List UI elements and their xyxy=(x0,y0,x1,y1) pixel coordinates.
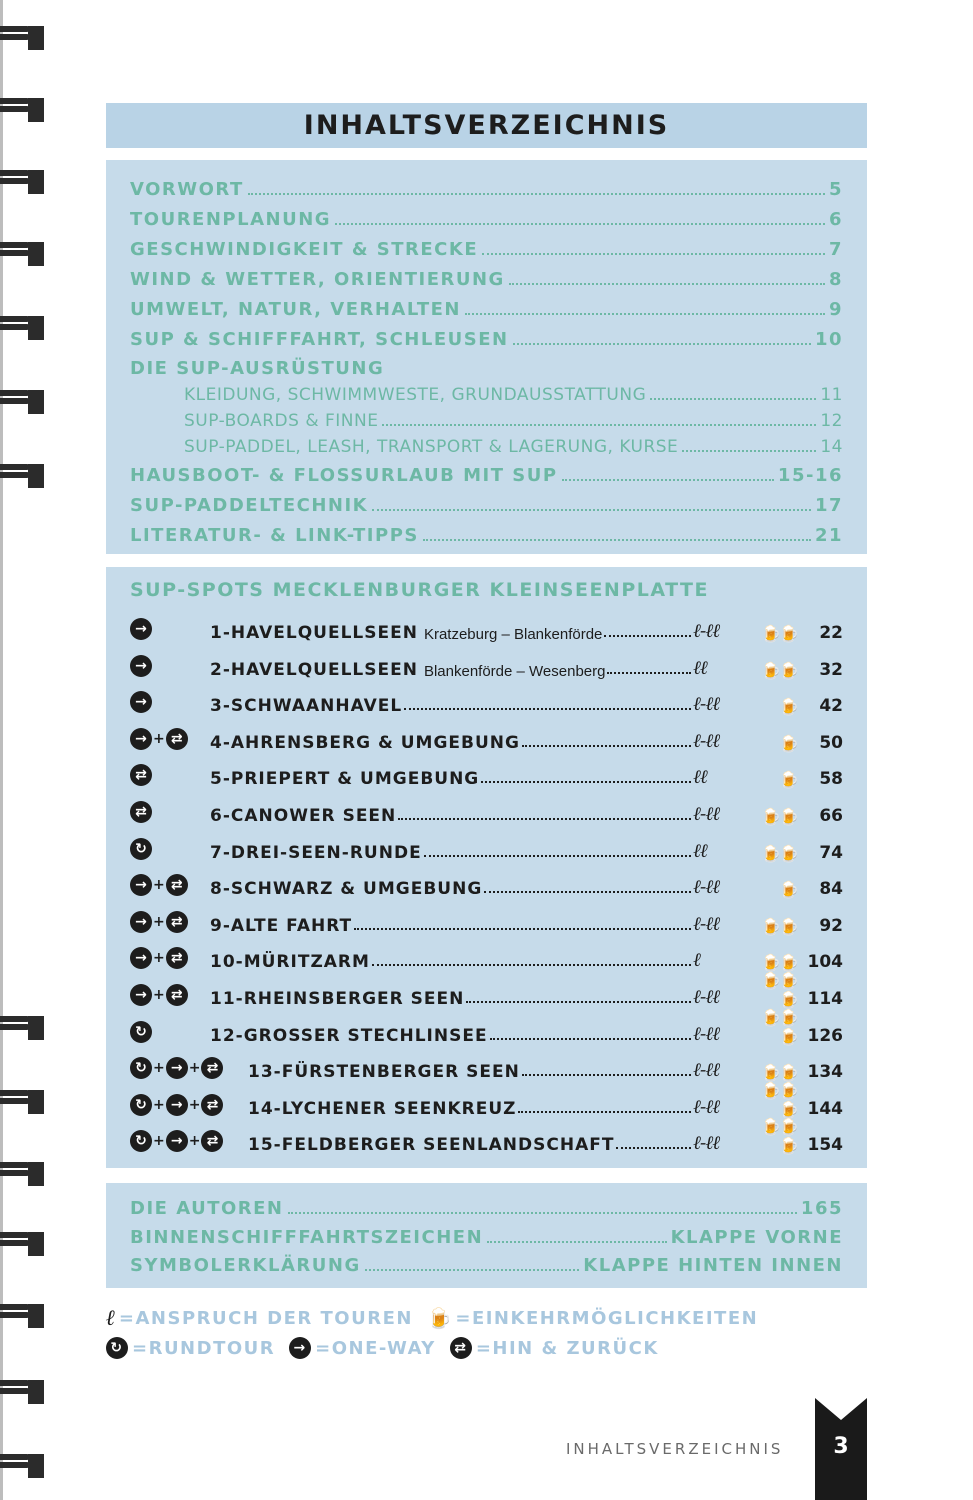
toc-entry-page: 10 xyxy=(814,329,843,350)
beer-icon: 🍺🍺 xyxy=(761,1063,797,1083)
toc-entry-page: 15-16 xyxy=(777,465,843,486)
toc-entry-label: GESCHWINDIGKEIT & STRECKE xyxy=(130,239,479,260)
binding-ring xyxy=(0,240,46,270)
legend-difficulty: ℓ =ANSPRUCH DER TOUREN xyxy=(106,1305,413,1331)
spots-section xyxy=(106,567,867,1168)
leader-dots xyxy=(522,1074,691,1076)
binding-ring xyxy=(0,462,46,492)
tour-page: 32 xyxy=(819,659,843,680)
plus-sign: + xyxy=(188,1096,201,1113)
binding-ring xyxy=(0,1088,46,1118)
one-way-icon: → xyxy=(130,691,152,713)
page-number: 3 xyxy=(833,1434,849,1459)
tour-name: 8-SCHWARZ & UMGEBUNG xyxy=(210,879,483,900)
tour-type-icons xyxy=(130,652,210,680)
leader-dots xyxy=(423,539,811,541)
leader-dots xyxy=(682,450,816,452)
binding-ring xyxy=(0,1014,46,1044)
leader-dots xyxy=(354,928,691,930)
beer-icon: 🍺🍺 xyxy=(761,843,797,863)
tour-name: 4-AHRENSBERG & UMGEBUNG xyxy=(210,732,520,753)
tour-page: 58 xyxy=(819,769,843,790)
tour-page: 144 xyxy=(807,1098,843,1119)
round-tour-icon: ↻ xyxy=(130,1021,152,1043)
toc-entry-label: UMWELT, NATUR, VERHALTEN xyxy=(130,299,461,320)
tour-name: 9-ALTE FAHRT xyxy=(210,915,353,936)
beer-icon: 🍺🍺🍺 xyxy=(761,1080,797,1119)
plus-sign: + xyxy=(188,1133,201,1150)
binding-ring xyxy=(0,1230,46,1260)
difficulty-icon: ℓ-ℓℓ xyxy=(693,1022,720,1045)
tour-type-icons xyxy=(130,615,210,643)
return-icon: ⇄ xyxy=(201,1130,223,1152)
round-tour-icon: ↻ xyxy=(130,1057,152,1079)
tour-type-icons xyxy=(130,835,210,863)
legend-row-1 xyxy=(106,1305,867,1331)
return-icon: ⇄ xyxy=(166,874,188,896)
spots-heading: SUP-SPOTS MECKLENBURGER KLEINSEENPLATTE xyxy=(130,579,709,601)
return-icon: ⇄ xyxy=(166,911,188,933)
tour-type-icons xyxy=(130,908,210,936)
one-way-icon: → xyxy=(130,874,152,896)
tour-page: 84 xyxy=(819,879,843,900)
plus-sign: + xyxy=(153,730,165,747)
tour-route: Kratzeburg – Blankenförde xyxy=(423,626,603,643)
tour-type-icons xyxy=(130,761,210,789)
tour-page: 104 xyxy=(807,952,843,973)
tour-page: 74 xyxy=(819,842,843,863)
toc-entry-page: KLAPPE HINTEN INNEN xyxy=(583,1255,843,1276)
tour-page: 114 xyxy=(807,989,843,1009)
difficulty-icon: ℓ-ℓℓ xyxy=(693,876,720,899)
tour-name: 7-DREI-SEEN-RUNDE xyxy=(210,842,422,863)
round-tour-icon: ↻ xyxy=(130,1130,152,1152)
tour-entry[interactable] xyxy=(130,971,843,1009)
leader-dots xyxy=(562,479,774,481)
toc-entry-page: KLAPPE VORNE xyxy=(670,1226,843,1248)
return-icon: ⇄ xyxy=(201,1057,223,1079)
leader-dots xyxy=(424,855,691,857)
plus-sign: + xyxy=(153,1133,165,1150)
legend-return: ⇄ =HIN & ZURÜCK xyxy=(450,1337,659,1359)
tour-entry[interactable] xyxy=(130,798,843,826)
return-icon: ⇄ xyxy=(166,984,188,1006)
intro-section xyxy=(106,160,867,554)
difficulty-icon: ℓ xyxy=(106,1305,117,1331)
tour-name: 11-RHEINSBERGER SEEN xyxy=(210,989,465,1009)
one-way-icon: → xyxy=(130,984,152,1006)
toc-entry-label: BINNENSCHIFFFAHRTSZEICHEN xyxy=(130,1226,484,1248)
tour-type-icons xyxy=(130,725,210,753)
beer-icon: 🍺🍺 xyxy=(761,953,797,973)
leader-dots xyxy=(465,313,825,315)
tour-entry[interactable] xyxy=(130,908,843,936)
toc-entry[interactable] xyxy=(130,234,843,260)
toc-entry-label: HAUSBOOT- & FLOSSURLAUB MIT SUP xyxy=(130,465,558,486)
difficulty-icon: ℓℓ xyxy=(693,766,707,789)
leader-dots xyxy=(616,1147,691,1149)
beer-icon: 🍺🍺🍺 xyxy=(761,1007,797,1046)
round-tour-icon: ↻ xyxy=(130,838,152,860)
difficulty-icon: ℓ xyxy=(693,949,700,972)
toc-entry-label: SYMBOLERKLÄRUNG xyxy=(130,1255,361,1276)
return-icon: ⇄ xyxy=(166,947,188,969)
legend-row-2 xyxy=(106,1337,867,1359)
binding-ring xyxy=(0,1378,46,1408)
beer-icon: 🍺🍺 xyxy=(761,916,797,936)
plus-sign: + xyxy=(153,1060,165,1077)
tour-name: 10-MÜRITZARM xyxy=(210,952,370,973)
toc-entry[interactable] xyxy=(130,1222,843,1248)
one-way-icon: → xyxy=(130,911,152,933)
plus-sign: + xyxy=(153,1096,165,1113)
binding-ring xyxy=(0,1302,46,1332)
toc-entry-label: KLEIDUNG, SCHWIMMWESTE, GRUNDAUSSTATTUNG xyxy=(184,385,647,405)
toc-entry-label: DIE AUTOREN xyxy=(130,1198,284,1219)
tour-name: 1-HAVELQUELLSEEN xyxy=(210,623,418,643)
plus-sign: + xyxy=(153,913,165,930)
leader-dots xyxy=(522,745,691,747)
tour-type-icons xyxy=(130,944,210,972)
return-icon: ⇄ xyxy=(166,728,188,750)
difficulty-icon: ℓ-ℓℓ xyxy=(693,729,720,752)
toc-entry[interactable] xyxy=(130,264,843,290)
plus-sign: + xyxy=(153,950,165,967)
tour-type-icons xyxy=(130,688,210,716)
binding-ring xyxy=(0,96,46,126)
toc-entry-label: LITERATUR- & LINK-TIPPS xyxy=(130,525,419,546)
difficulty-icon: ℓℓ xyxy=(693,656,707,679)
toc-entry[interactable] xyxy=(130,520,843,546)
toc-entry-label: SUP-BOARDS & FINNE xyxy=(184,411,379,431)
tour-entry[interactable] xyxy=(130,944,843,972)
toc-entry[interactable] xyxy=(130,324,843,350)
toc-entry-page: 14 xyxy=(820,437,843,457)
one-way-icon: → xyxy=(289,1337,311,1359)
appendix-section xyxy=(106,1183,867,1288)
one-way-icon: → xyxy=(130,618,152,640)
beer-icon: 🍺 xyxy=(426,1306,454,1330)
footer-section-label: INHALTSVERZEICHNIS xyxy=(566,1440,784,1458)
leader-dots xyxy=(513,343,811,345)
difficulty-icon: ℓ-ℓℓ xyxy=(693,1059,720,1082)
leader-dots xyxy=(398,818,691,820)
tour-type-icons xyxy=(130,798,210,826)
leader-dots xyxy=(248,193,825,195)
toc-entry-page: 5 xyxy=(828,179,843,200)
toc-entry[interactable] xyxy=(130,204,843,230)
leader-dots xyxy=(607,672,691,674)
toc-entry-page: 12 xyxy=(820,411,843,431)
toc-entry[interactable] xyxy=(130,353,843,379)
leader-dots xyxy=(487,1241,666,1243)
return-icon: ⇄ xyxy=(130,801,152,823)
tour-entry[interactable] xyxy=(130,761,843,789)
difficulty-icon: ℓ-ℓℓ xyxy=(693,986,720,1008)
plus-sign: + xyxy=(153,877,165,894)
beer-icon: 🍺🍺🍺 xyxy=(761,971,797,1009)
difficulty-icon: ℓℓ xyxy=(693,839,707,862)
leader-dots xyxy=(518,1111,691,1113)
leader-dots xyxy=(484,891,691,893)
tour-route: Blankenförde – Wesenberg xyxy=(423,662,606,680)
tour-name: 5-PRIEPERT & UMGEBUNG xyxy=(210,769,480,790)
tour-entry[interactable] xyxy=(130,688,843,716)
toc-entry-page: 7 xyxy=(828,239,843,260)
tour-page: 126 xyxy=(807,1025,843,1046)
toc-entry-page: 9 xyxy=(828,299,843,320)
plus-sign: + xyxy=(188,1060,201,1077)
toc-entry[interactable] xyxy=(130,490,843,516)
binding-ring xyxy=(0,1452,46,1482)
leader-dots xyxy=(490,1038,691,1040)
beer-icon: 🍺 xyxy=(779,697,797,717)
one-way-icon: → xyxy=(166,1094,188,1116)
leader-dots xyxy=(372,509,811,511)
toc-entry-label: VORWORT xyxy=(130,179,244,200)
leader-dots xyxy=(372,964,691,966)
page-edge xyxy=(0,0,3,1500)
toc-entry[interactable] xyxy=(184,405,843,431)
difficulty-icon: ℓ-ℓℓ xyxy=(693,803,720,825)
tour-type-icons xyxy=(130,981,210,1009)
toc-entry-page: 6 xyxy=(828,209,843,230)
return-icon: ⇄ xyxy=(130,764,152,786)
beer-icon: 🍺🍺 xyxy=(761,624,797,643)
toc-entry[interactable] xyxy=(130,460,843,486)
toc-entry-label: SUP-PADDEL, LEASH, TRANSPORT & LAGERUNG, KURSE xyxy=(184,437,679,457)
round-tour-icon: ↻ xyxy=(130,1094,152,1116)
tour-page: 42 xyxy=(819,696,843,717)
tour-name: 6-CANOWER SEEN xyxy=(210,806,397,826)
legend-round: ↻ =RUNDTOUR xyxy=(106,1337,275,1359)
binding-ring xyxy=(0,168,46,198)
legend-oneway: → =ONE-WAY xyxy=(289,1337,436,1359)
leader-dots xyxy=(650,398,816,400)
tour-name: 14-LYCHENER SEENKREUZ xyxy=(248,1098,517,1119)
toc-entry[interactable] xyxy=(130,174,843,200)
leader-dots xyxy=(481,781,691,783)
binding-ring xyxy=(0,1160,46,1190)
binding-ring xyxy=(0,314,46,344)
one-way-icon: → xyxy=(130,947,152,969)
tour-page: 134 xyxy=(807,1062,843,1083)
leader-dots xyxy=(604,635,691,637)
toc-entry-label: WIND & WETTER, ORIENTIERUNG xyxy=(130,269,505,290)
toc-entry[interactable] xyxy=(130,1250,843,1276)
plus-sign: + xyxy=(153,987,165,1003)
leader-dots xyxy=(404,708,691,710)
toc-entry[interactable] xyxy=(184,379,843,405)
beer-icon: 🍺 xyxy=(779,880,797,900)
leader-dots xyxy=(509,283,825,285)
tour-entry[interactable] xyxy=(130,725,843,753)
tour-type-icons xyxy=(130,1054,248,1082)
legend-beer: 🍺 =EINKEHRMÖGLICHKEITEN xyxy=(426,1306,759,1330)
toc-entry-label: TOURENPLANUNG xyxy=(130,209,332,230)
toc-entry[interactable] xyxy=(184,431,843,457)
return-icon: ⇄ xyxy=(201,1094,223,1116)
tour-page: 50 xyxy=(819,732,843,753)
tour-entry[interactable] xyxy=(130,652,843,680)
beer-icon: 🍺 xyxy=(779,733,797,753)
title-bar xyxy=(106,103,867,148)
toc-entry-label: SUP & SCHIFFFAHRT, SCHLEUSEN xyxy=(130,329,509,350)
toc-entry-label: DIE SUP-AUSRÜSTUNG xyxy=(130,358,385,379)
toc-entry-page: 165 xyxy=(800,1198,843,1219)
round-tour-icon: ↻ xyxy=(106,1337,128,1359)
beer-icon: 🍺🍺 xyxy=(761,807,797,826)
binding-ring xyxy=(0,24,46,54)
toc-entry-page: 8 xyxy=(828,269,843,290)
tour-type-icons xyxy=(130,1018,210,1046)
tour-page: 154 xyxy=(807,1135,843,1156)
tour-name: 15-FELDBERGER SEENLANDSCHAFT xyxy=(248,1135,615,1156)
tour-entry[interactable] xyxy=(130,615,843,643)
difficulty-icon: ℓ-ℓℓ xyxy=(693,1095,720,1118)
spiral-binding xyxy=(0,0,50,1500)
tour-page: 92 xyxy=(819,915,843,936)
tour-type-icons xyxy=(130,871,210,899)
leader-dots xyxy=(466,1001,691,1003)
one-way-icon: → xyxy=(130,728,152,750)
tour-type-icons xyxy=(130,1091,248,1119)
leader-dots xyxy=(365,1269,580,1271)
tour-name: 3-SCHWAANHAVEL xyxy=(210,696,403,717)
difficulty-icon: ℓ-ℓℓ xyxy=(693,1132,720,1155)
tour-page: 22 xyxy=(819,623,843,643)
difficulty-icon: ℓ-ℓℓ xyxy=(693,693,720,716)
binding-ring xyxy=(0,388,46,418)
return-icon: ⇄ xyxy=(450,1337,472,1359)
difficulty-icon: ℓ-ℓℓ xyxy=(693,912,720,935)
beer-icon: 🍺 xyxy=(779,770,797,790)
tour-name: 2-HAVELQUELLSEEN xyxy=(210,659,418,680)
tour-name: 12-GROSSER STECHLINSEE xyxy=(210,1025,488,1046)
toc-entry-page: 21 xyxy=(814,525,843,546)
tour-entry[interactable] xyxy=(130,1117,843,1156)
tour-entry[interactable] xyxy=(130,1080,843,1119)
page-title: INHALTSVERZEICHNIS xyxy=(303,110,670,141)
one-way-icon: → xyxy=(130,655,152,677)
tour-name: 13-FÜRSTENBERGER SEEN xyxy=(248,1062,520,1083)
beer-icon: 🍺🍺 xyxy=(761,660,797,680)
tour-page: 66 xyxy=(819,806,843,826)
leader-dots xyxy=(382,424,816,426)
one-way-icon: → xyxy=(166,1130,188,1152)
toc-entry-page: 17 xyxy=(814,495,843,516)
toc-entry[interactable] xyxy=(130,1193,843,1219)
toc-entry-label: SUP-PADDELTECHNIK xyxy=(130,495,369,516)
toc-entry[interactable] xyxy=(130,294,843,320)
page-number-tab xyxy=(815,1398,867,1500)
one-way-icon: → xyxy=(166,1057,188,1079)
leader-dots xyxy=(335,223,825,225)
beer-icon: 🍺🍺🍺 xyxy=(761,1117,797,1156)
tour-entry[interactable] xyxy=(130,1007,843,1046)
toc-entry-page: 11 xyxy=(820,385,843,405)
tour-entry[interactable] xyxy=(130,871,843,899)
tour-entry[interactable] xyxy=(130,835,843,863)
leader-dots xyxy=(482,253,825,255)
difficulty-icon: ℓ-ℓℓ xyxy=(693,620,720,642)
tour-entry[interactable] xyxy=(130,1054,843,1082)
tour-type-icons xyxy=(130,1127,248,1155)
leader-dots xyxy=(288,1212,797,1214)
